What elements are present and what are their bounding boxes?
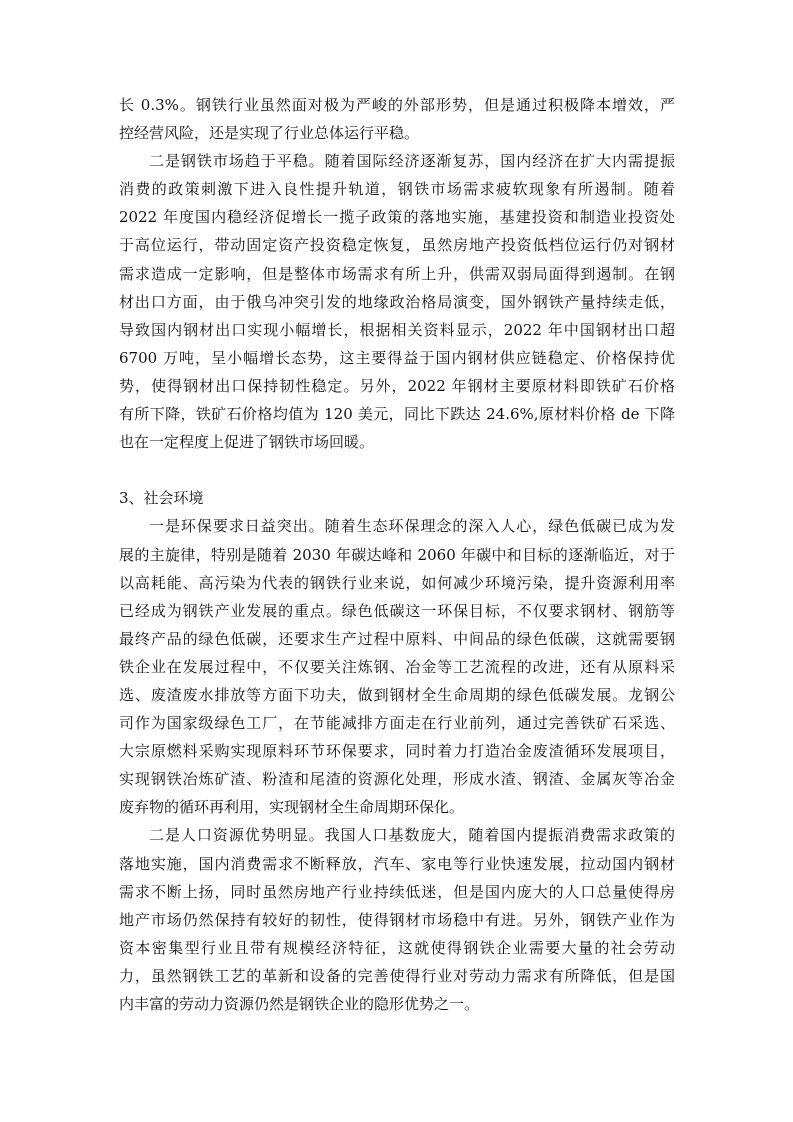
paragraph-population-resources bbox=[119, 821, 675, 1018]
section-heading-social-environment bbox=[119, 484, 675, 512]
text-line: 内丰富的劳动力资源仍然是钢铁企业的隐形优势之一。 bbox=[119, 995, 480, 1013]
text-line: 一是环保要求日益突出。随着生态环保理念的深入人心，绿色低碳已成为发 bbox=[149, 517, 675, 536]
text-line: 选、废渣废水排放等方面下功夫，做到钢材全生命周期的绿色低碳发展。龙钢公 bbox=[119, 685, 675, 704]
text-line: 已经成为钢铁产业发展的重点。绿色低碳这一环保目标，不仅要求钢材、钢筋等 bbox=[119, 601, 675, 620]
heading-text: 3、社会环境 bbox=[119, 489, 204, 508]
text-line: 废弃物的循环再利用，实现钢材全生命周期环保化。 bbox=[119, 798, 465, 817]
text-line: 导致国内钢材出口实现小幅增长，根据相关资料显示，2022 年中国钢材出口超 bbox=[119, 320, 675, 339]
text-line: 长 0.3%。钢铁行业虽然面对极为严峻的外部形势，但是通过积极降本增效，严 bbox=[119, 96, 675, 114]
text-line: 实现钢铁冶炼矿渣、粉渣和尾渣的资源化处理，形成水渣、钢渣、金属灰等冶金 bbox=[119, 770, 675, 789]
paragraph-industry-summary bbox=[119, 91, 675, 147]
text-line: 二是人口资源优势明显。我国人口基数庞大，随着国内提振消费需求政策的 bbox=[149, 826, 675, 845]
text-line: 需求不断上扬，同时虽然房地产行业持续低迷，但是国内庞大的人口总量使得房 bbox=[119, 882, 675, 901]
text-line: 力，虽然钢铁工艺的革新和设备的完善使得行业对劳动力需求有所降低，但是国 bbox=[119, 966, 675, 985]
text-line: 6700 万吨，呈小幅增长态势，这主要得益于国内钢材供应链稳定、价格保持优 bbox=[119, 348, 675, 367]
text-line: 铁企业在发展过程中，不仅要关注炼钢、冶金等工艺流程的改进，还有从原料采 bbox=[119, 657, 675, 676]
text-line: 于高位运行，带动固定资产投资稳定恢复，虽然房地产投资低档位运行仍对钢材 bbox=[119, 236, 675, 255]
text-line: 材出口方面，由于俄乌冲突引发的地缘政治格局演变，国外钢铁产量持续走低， bbox=[119, 292, 675, 311]
paragraph-steel-market bbox=[119, 147, 675, 456]
text-line: 资本密集型行业且带有规模经济特征，这就使得钢铁企业需要大量的社会劳动 bbox=[119, 938, 675, 957]
text-line: 司作为国家级绿色工厂，在节能减排方面走在行业前列，通过完善铁矿石采选、 bbox=[119, 714, 675, 733]
text-line: 展的主旋律，特别是随着 2030 年碳达峰和 2060 年碳中和目标的逐渐临近，对于 bbox=[119, 545, 675, 564]
text-line: 地产市场仍然保持有较好的韧性，使得钢材市场稳中有进。另外，钢铁产业作为 bbox=[119, 910, 675, 929]
text-line: 控经营风险，还是实现了行业总体运行平稳。 bbox=[119, 124, 420, 143]
text-line: 最终产品的绿色低碳，还要求生产过程中原料、中间品的绿色低碳，这就需要钢 bbox=[119, 629, 675, 648]
text-line: 2022 年度国内稳经济促增长一揽子政策的落地实施，基建投资和制造业投资处 bbox=[119, 208, 675, 227]
text-line: 以高耗能、高污染为代表的钢铁行业来说，如何减少环境污染，提升资源利用率 bbox=[119, 573, 675, 592]
text-line: 落地实施，国内消费需求不断释放，汽车、家电等行业快速发展，拉动国内钢材 bbox=[119, 854, 675, 873]
text-line: 二是钢铁市场趋于平稳。随着国际经济逐渐复苏，国内经济在扩大内需提振 bbox=[149, 152, 675, 171]
text-line: 消费的政策刺激下进入良性提升轨道，钢铁市场需求疲软现象有所遏制。随着 bbox=[119, 180, 675, 199]
text-line: 大宗原燃料采购实现原料环节环保要求，同时着力打造冶金废渣循环发展项目， bbox=[119, 742, 675, 761]
blank-line bbox=[119, 456, 675, 484]
document-body bbox=[119, 91, 675, 1018]
text-line: 有所下降，铁矿石价格均值为 120 美元，同比下跌达 24.6%,原材料价格 de 下降 bbox=[119, 405, 675, 424]
text-line: 也在一定程度上促进了钢铁市场回暖。 bbox=[119, 433, 375, 452]
text-line: 需求造成一定影响，但是整体市场需求有所上升，供需双弱局面得到遏制。在钢 bbox=[119, 264, 675, 283]
paragraph-environmental-requirements bbox=[119, 512, 675, 821]
text-line: 势，使得钢材出口保持韧性稳定。另外，2022 年钢材主要原材料即铁矿石价格 bbox=[119, 376, 675, 395]
